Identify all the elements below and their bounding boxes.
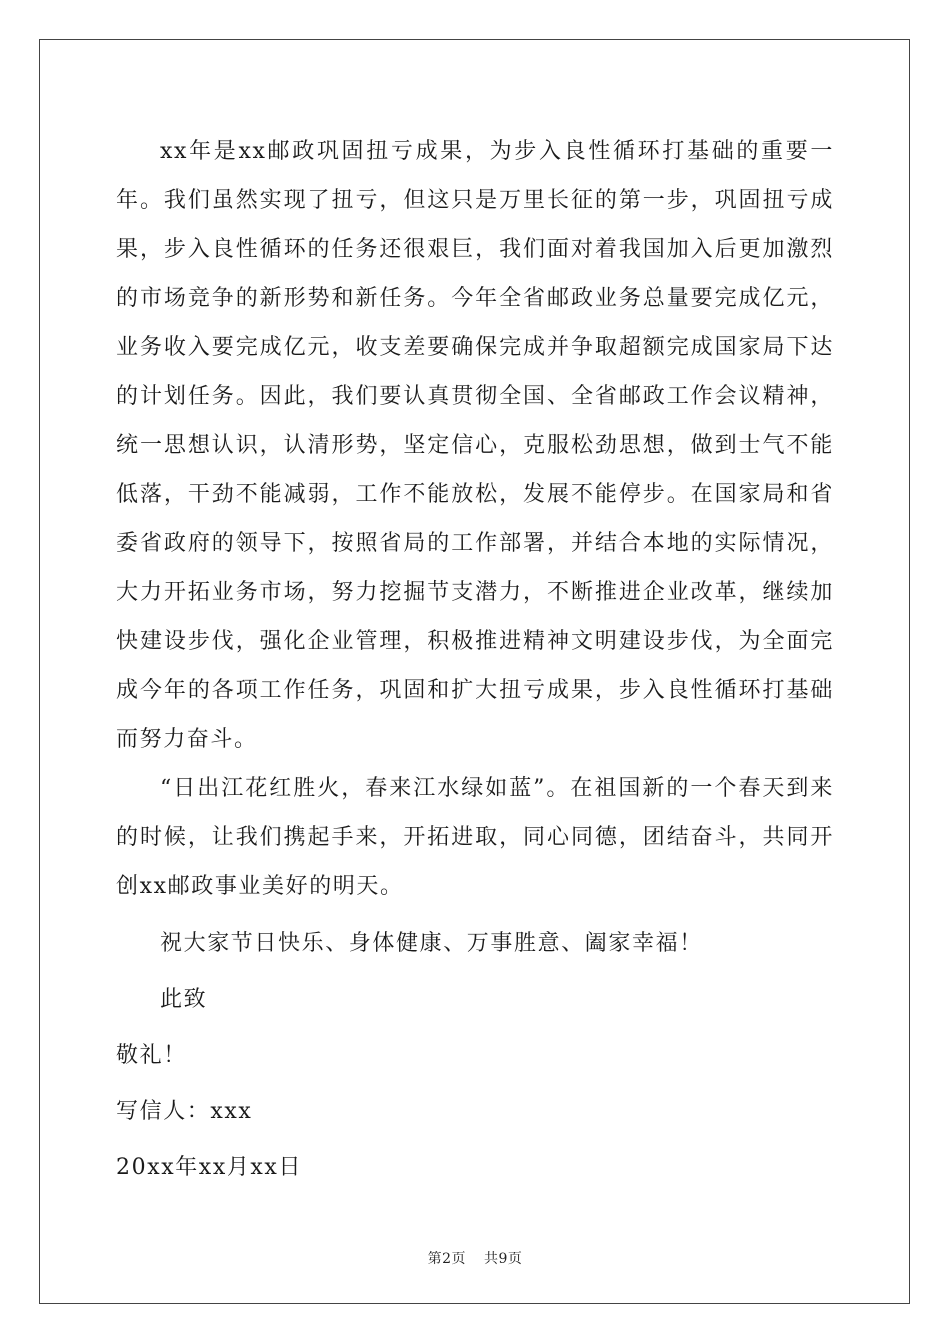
salutation-line: 敬礼！ bbox=[116, 1043, 187, 1068]
page-footer bbox=[0, 1248, 950, 1268]
letter-body bbox=[116, 127, 834, 1196]
paragraph-1: xx年是xx邮政巩固扭亏成果，为步入良性循环打基础的重要一年。我们虽然实现了扭亏，但这只是万里长征的第一步，巩固扭亏成果，步入良性循环的任务还很艰巨，我们面对着我国加入后更加激烈的市场竞争的新形势和新任务。今年全省邮政业务总量要完成亿元，业务收入要完成亿元，收支差要确保完成并争取超额完成国家局下达的计划任务。因此，我们要认真贯彻全国、全省邮政工作会议精神，统一思想认识，认清形势，坚定信心，克服松劲思想，做到士气不能低落，干劲不能减弱，工作不能放松，发展不能停步。在国家局和省委省政府的领导下，按照省局的工作部署，并结合本地的实际情况，大力开拓业务市场，努力挖掘节支潜力，不断推进企业改革，继续加快建设步伐，强化企业管理，积极推进精神文明建设步伐，为全面完成今年的各项工作任务，巩固和扩大扭亏成果，步入良性循环打基础而努力奋斗。 bbox=[116, 139, 834, 752]
page-number: 第2页 bbox=[427, 1251, 466, 1267]
page-total: 共9页 bbox=[484, 1251, 523, 1267]
closing-line: 此致 bbox=[160, 987, 208, 1012]
signature-line: 写信人：xxx bbox=[116, 1099, 253, 1124]
date-line: 20xx年xx月xx日 bbox=[116, 1155, 303, 1180]
wish-line: 祝大家节日快乐、身体健康、万事胜意、阖家幸福！ bbox=[160, 931, 703, 956]
paragraph-2: “日出江花红胜火，春来江水绿如蓝”。在祖国新的一个春天到来的时候，让我们携起手来，开拓进取，同心同德，团结奋斗，共同开创xx邮政事业美好的明天。 bbox=[116, 776, 834, 899]
